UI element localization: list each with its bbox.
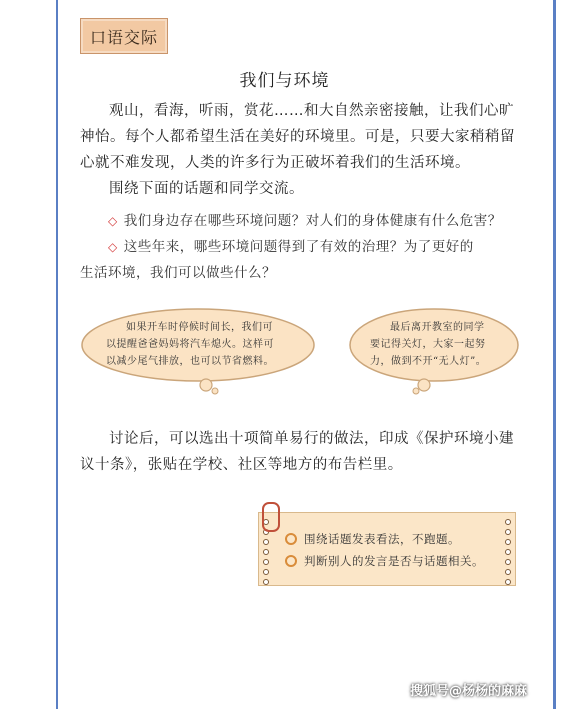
paperclip-icon <box>262 502 280 532</box>
binder-rings-right <box>505 519 511 581</box>
bubble-text-right: 最后离开教室的同学 要记得关灯，大家一起努 力，做到不开“无人灯”。 <box>370 322 487 367</box>
intro-line: 神怡。每个人都希望生活在美好的环境里。可是，只要大家稍稍留 <box>80 129 515 145</box>
thought-bubble-right <box>346 305 522 395</box>
discussion-prompt: 围绕下面的话题和同学交流。 <box>109 181 304 197</box>
discussion-line: 议十条》，张贴在学校、社区等地方的布告栏里。 <box>80 457 403 473</box>
bubble-text-left: 如果开车时停候时间长，我们可 以提醒爸爸妈妈将汽车熄火。这样可 以减少尾气排放，也可以节省燃料。 <box>106 322 274 367</box>
intro-line: 观山，看海，听雨，赏花……和大自然亲密接触，让我们心旷 <box>109 103 514 119</box>
discussion-paragraph <box>80 426 520 478</box>
diamond-bullet-icon: ◇ <box>108 240 118 254</box>
right-border-line <box>553 0 556 709</box>
circle-bullet-icon <box>285 555 297 567</box>
circle-bullet-icon <box>285 533 297 545</box>
section-badge: 口语交际 <box>80 18 168 54</box>
tips-note-card <box>258 512 516 586</box>
topic-item: ◇ 我们身边存在哪些环境问题？对人们的身体健康有什么危害？ <box>108 213 502 229</box>
discussion-line: 讨论后，可以选出十项简单易行的做法，印成《保护环境小建 <box>109 431 514 447</box>
left-border-line <box>56 0 58 709</box>
watermark: 搜狐号@杨杨的麻麻 <box>410 684 528 699</box>
topic-item: ◇ 这些年来，哪些环境问题得到了有效的治理？为了更好的 <box>108 239 474 255</box>
tip-item: 判断别人的发言是否与话题相关。 <box>285 553 484 569</box>
thought-bubble-left <box>78 305 318 395</box>
intro-paragraph <box>80 98 520 202</box>
topic-item-continued: 生活环境，我们可以做些什么？ <box>80 265 276 281</box>
intro-line: 心就不难发现，人类的许多行为正破坏着我们的生活环境。 <box>80 155 470 171</box>
tip-item: 围绕话题发表看法，不跑题。 <box>285 531 460 547</box>
lesson-title: 我们与环境 <box>239 71 330 91</box>
topic-list <box>80 208 520 286</box>
diamond-bullet-icon: ◇ <box>108 214 118 228</box>
